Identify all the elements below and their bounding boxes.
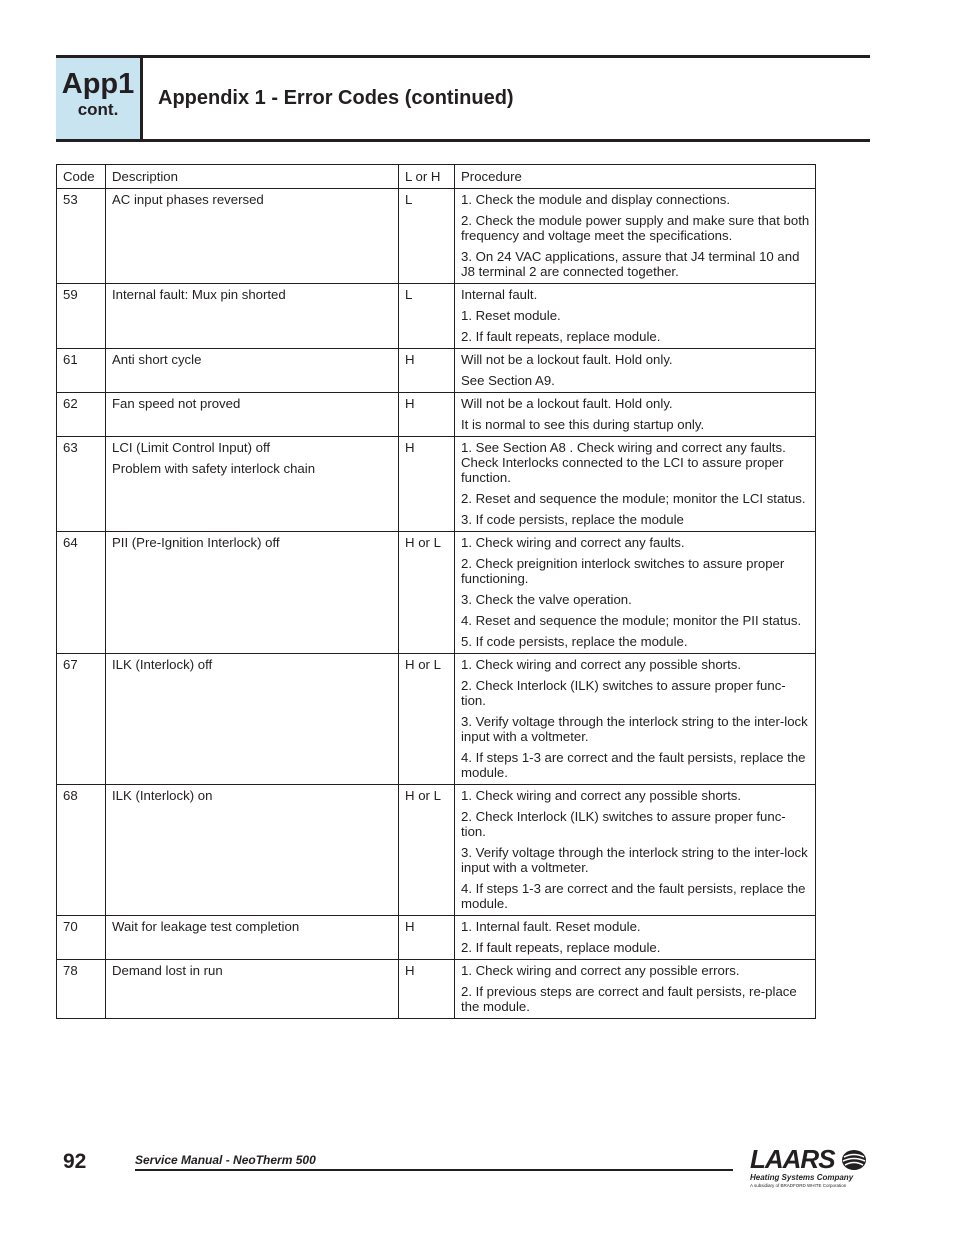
level-cell: H or L [399,785,455,916]
table-row [57,349,816,393]
procedure-step: See Section A9. [461,373,555,388]
error-code-cell: 62 [57,393,106,437]
description-cell [106,393,399,437]
level-cell: H [399,393,455,437]
description-cell [106,437,399,532]
procedure-cell [455,532,816,654]
procedure-cell [455,284,816,349]
page-number: 92 [63,1150,87,1173]
procedure-step: 1. Check wiring and correct any possible errors. [461,963,740,978]
procedure-step: 5. If code persists, replace the module. [461,634,688,649]
procedure-step: It is normal to see this during startup only. [461,417,705,432]
description-cell [106,654,399,785]
description-line: Demand lost in run [112,963,223,978]
error-code-cell: 61 [57,349,106,393]
section-tab-sublabel: cont. [77,100,119,119]
procedure-step: 3. Verify voltage through the interlock string to the inter-lock input with a voltmeter. [461,845,808,875]
procedure-step: 4. If steps 1-3 are correct and the fault persists, replace the module. [461,881,806,911]
table-row [57,654,816,785]
procedure-step: 3. On 24 VAC applications, assure that J4 terminal 10 and J8 terminal 2 are connected together. [461,249,800,279]
level-cell: H [399,349,455,393]
table-row [57,284,816,349]
procedure-cell [455,654,816,785]
description-cell [106,785,399,916]
description-cell [106,284,399,349]
procedure-step: 2. If fault repeats, replace module. [461,329,661,344]
table-row [57,916,816,960]
procedure-step: 4. If steps 1-3 are correct and the fault persists, replace the module. [461,750,806,780]
table-row [57,785,816,916]
procedure-step: 4. Reset and sequence the module; monitor the PII status. [461,613,802,628]
header-divider [140,58,143,139]
procedure-step: 1. Internal fault. Reset module. [461,919,641,934]
description-cell [106,960,399,1019]
laars-logo [750,1146,872,1192]
column-header-procedure: Procedure [455,165,816,189]
error-code-cell: 64 [57,532,106,654]
logo-wordmark: LAARS [750,1144,835,1174]
error-code-cell: 63 [57,437,106,532]
procedure-cell [455,785,816,916]
description-line: Wait for leakage test completion [112,919,300,934]
column-header-level: L or H [399,165,455,189]
procedure-step: 1. Check wiring and correct any faults. [461,535,685,550]
level-cell: H [399,916,455,960]
description-cell [106,532,399,654]
procedure-cell [455,960,816,1019]
procedure-step: 3. Verify voltage through the interlock string to the inter-lock input with a voltmeter. [461,714,808,744]
logo-subsidiary: A subsidiary of BRADFORD WHITE Corporation [750,1183,847,1188]
error-code-cell: 68 [57,785,106,916]
procedure-step: 1. Reset module. [461,308,561,323]
procedure-step: 2. Check preignition interlock switches to assure proper functioning. [461,556,785,586]
level-cell: L [399,284,455,349]
procedure-step: 1. Check the module and display connections. [461,192,731,207]
error-code-cell: 70 [57,916,106,960]
description-cell [106,916,399,960]
error-code-cell: 59 [57,284,106,349]
table-row [57,189,816,284]
table-row [57,532,816,654]
procedure-step: 2. Check Interlock (ILK) switches to assure proper func-tion. [461,809,786,839]
procedure-step: 1. Check wiring and correct any possible shorts. [461,788,741,803]
description-line: Anti short cycle [112,352,202,367]
column-header-code: Code [57,165,106,189]
procedure-step: 2. If previous steps are correct and fault persists, re-place the module. [461,984,797,1014]
procedure-step: 2. If fault repeats, replace module. [461,940,661,955]
logo-tagline: Heating Systems Company [750,1173,854,1182]
description-line: ILK (Interlock) off [112,657,213,672]
column-header-description: Description [106,165,399,189]
page-title: Appendix 1 - Error Codes (continued) [158,87,514,109]
table-row [57,437,816,532]
procedure-step: 2. Check Interlock (ILK) switches to assure proper func-tion. [461,678,786,708]
error-code-cell: 78 [57,960,106,1019]
description-line: Internal fault: Mux pin shorted [112,287,286,302]
laars-swirl-icon [840,1148,868,1172]
header-top-rule [56,55,870,58]
procedure-cell [455,437,816,532]
error-codes-table [56,164,816,1019]
description-cell [106,349,399,393]
procedure-step: 2. Check the module power supply and make sure that both frequency and voltage meet the specifications. [461,213,810,243]
section-tab-label: App1 [61,68,135,100]
description-line: PII (Pre-Ignition Interlock) off [112,535,280,550]
table-body [57,189,816,1019]
level-cell: H [399,960,455,1019]
procedure-step: Will not be a lockout fault. Hold only. [461,352,673,367]
procedure-step: 3. Check the valve operation. [461,592,632,607]
error-code-cell: 53 [57,189,106,284]
procedure-cell [455,393,816,437]
procedure-step: 1. Check wiring and correct any possible shorts. [461,657,741,672]
table-header-row [57,165,816,189]
level-cell: H or L [399,532,455,654]
error-code-cell: 67 [57,654,106,785]
procedure-cell [455,189,816,284]
description-line: ILK (Interlock) on [112,788,213,803]
procedure-cell [455,916,816,960]
procedure-step: Internal fault. [461,287,538,302]
header-bottom-rule [56,139,870,142]
table-row [57,960,816,1019]
procedure-cell [455,349,816,393]
manual-title: Service Manual - NeoTherm 500 [135,1153,316,1167]
procedure-step: 2. Reset and sequence the module; monitor the LCI status. [461,491,806,506]
level-cell: H or L [399,654,455,785]
level-cell: H [399,437,455,532]
table-row [57,393,816,437]
description-line: Fan speed not proved [112,396,241,411]
procedure-step: 3. If code persists, replace the module [461,512,684,527]
description-line: LCI (Limit Control Input) off [112,440,271,455]
level-cell: L [399,189,455,284]
procedure-step: 1. See Section A8 . Check wiring and correct any faults. Check Interlocks connected to the LCI to assure proper function. [461,440,786,485]
description-cell [106,189,399,284]
footer-rule [135,1169,733,1171]
description-line: AC input phases reversed [112,192,264,207]
description-line: Problem with safety interlock chain [112,461,316,476]
procedure-step: Will not be a lockout fault. Hold only. [461,396,673,411]
